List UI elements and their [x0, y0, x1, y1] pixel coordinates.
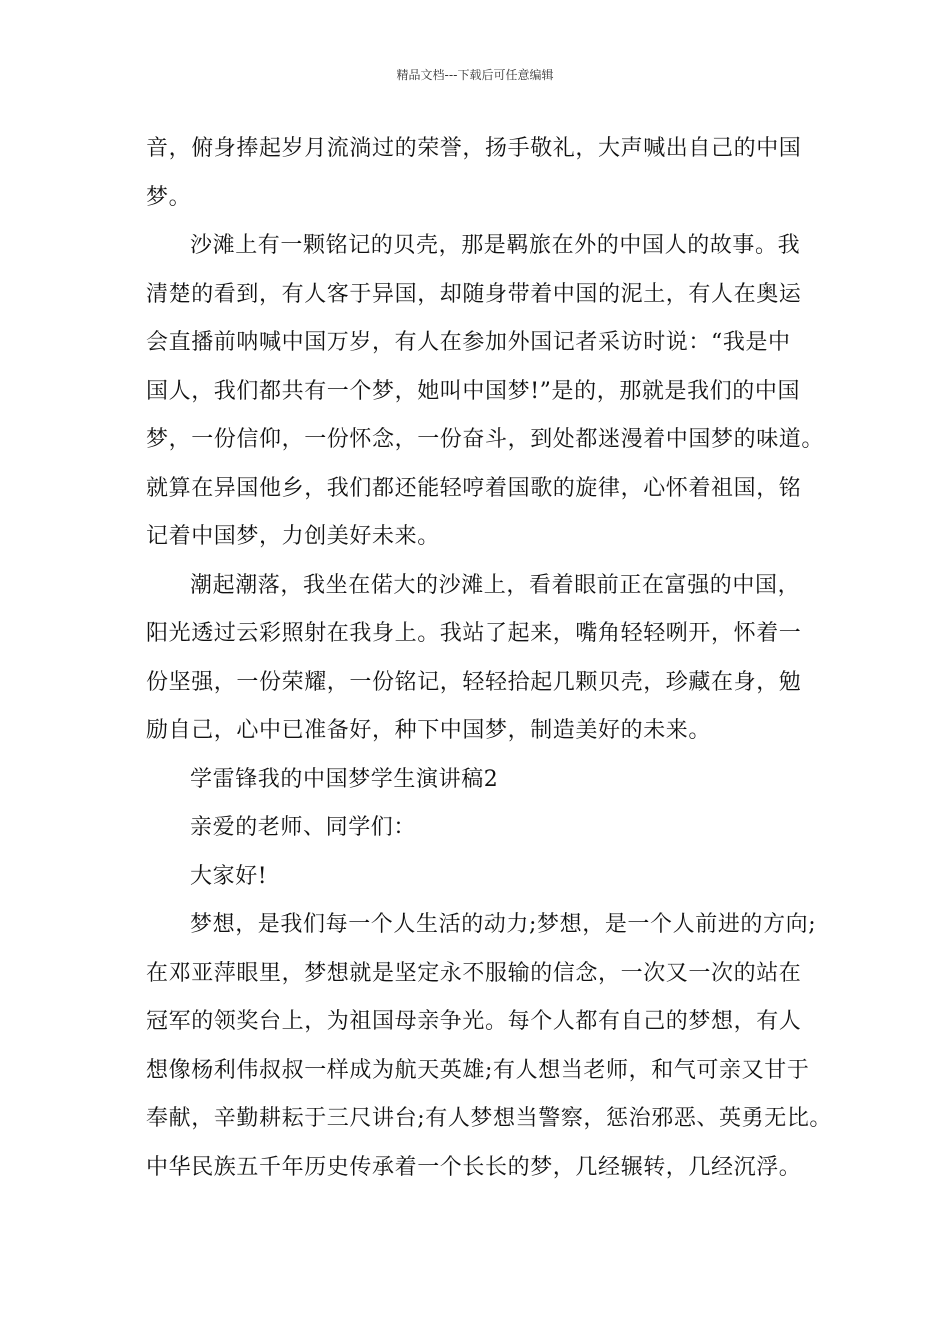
paragraph — [146, 901, 833, 1192]
text-line: 大家好! — [190, 863, 268, 889]
paragraph — [146, 562, 826, 756]
page-header: 精品文档---下载后可任意编辑 — [396, 68, 554, 82]
text-line: 想像杨利伟叔叔一样成为航天英雄;有人想当老师，和气可亲又甘于 — [146, 1057, 810, 1083]
text-line: 亲爱的老师、同学们： — [190, 815, 417, 840]
text-line: 学雷锋我的中国梦学生演讲稿2 — [190, 766, 499, 792]
text-line: 梦，一份信仰，一份怀念，一份奋斗，到处都迷漫着中国梦的味道。 — [146, 427, 825, 452]
text-line: 梦。 — [146, 184, 192, 210]
text-line: 梦想，是我们每一个人生活的动力;梦想，是一个人前进的方向; — [190, 912, 817, 937]
text-line: 中华民族五千年历史传承着一个长长的梦，几经辗转，几经沉浮。 — [146, 1154, 802, 1180]
text-line: 奉献，辛勤耕耘于三尺讲台;有人梦想当警察，惩治邪恶、英勇无比。 — [146, 1106, 833, 1131]
text-line: 国人，我们都共有一个梦，她叫中国梦!”是的，那就是我们的中国 — [146, 378, 801, 404]
text-line: 记着中国梦，力创美好未来。 — [146, 524, 440, 549]
paragraph — [146, 125, 826, 222]
section-title — [146, 756, 826, 805]
text-line: 沙滩上有一颗铭记的贝壳，那是羁旅在外的中国人的故事。我 — [190, 233, 801, 258]
text-line: 音，俯身捧起岁月流淌过的荣誉，扬手敬礼，大声喊出自己的中国 — [146, 136, 802, 161]
text-line: 份坚强，一份荣耀，一份铭记，轻轻拾起几颗贝壳，珍藏在身，勉 — [146, 669, 802, 695]
document-body — [146, 125, 833, 1192]
text-line: 阳光透过云彩照射在我身上。我站了起来，嘴角轻轻咧开，怀着一 — [146, 621, 802, 646]
salutation — [146, 804, 826, 853]
greeting — [146, 853, 826, 902]
text-line: 潮起潮落，我坐在偌大的沙滩上，看着眼前正在富强的中国， — [190, 572, 801, 598]
text-line: 在邓亚萍眼里，梦想就是坚定永不服输的信念，一次又一次的站在 — [146, 960, 802, 986]
text-line: 励自己，心中已准备好，种下中国梦，制造美好的未来。 — [146, 718, 712, 743]
paragraph — [146, 222, 826, 562]
text-line: 冠军的领奖台上，为祖国母亲争光。每个人都有自己的梦想，有人 — [146, 1009, 802, 1034]
text-line: 清楚的看到，有人客于异国，却随身带着中国的泥土，有人在奥运 — [146, 281, 802, 307]
text-line: 就算在异国他乡，我们都还能轻哼着国歌的旋律，心怀着祖国，铭 — [146, 475, 802, 501]
text-line: 会直播前呐喊中国万岁，有人在参加外国记者采访时说：“我是中 — [146, 330, 791, 355]
